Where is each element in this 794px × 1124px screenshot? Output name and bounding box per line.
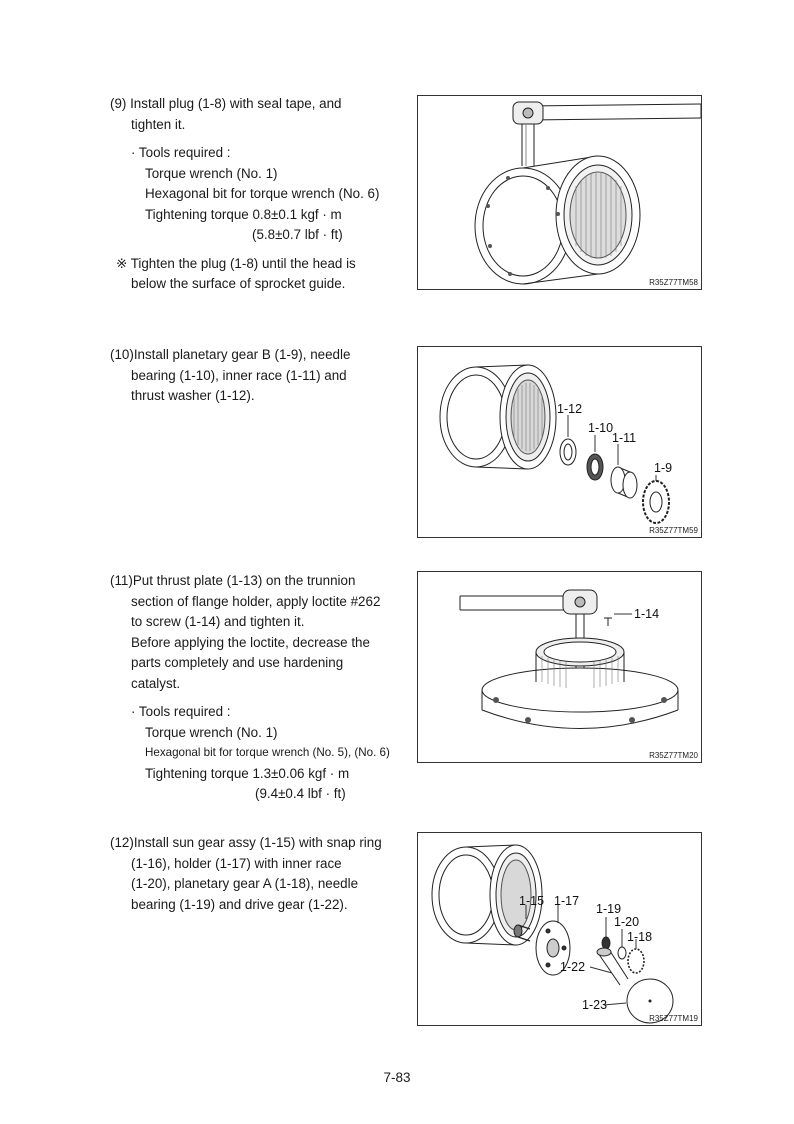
tools-required-heading: · Tools required : [131,704,231,719]
tightening-torque: Tightening torque 1.3±0.06 kgf · m [145,765,350,781]
label-1-15: 1-15 [519,894,545,908]
plug-install-illustration [418,96,701,289]
step-12-line-3: (1-20), planetary gear A (1-18), needle [131,876,359,891]
step-11-line-5: parts completely and use hardening [131,655,344,670]
step-10-line-1: (10)Install planetary gear B (1-9), needle [110,347,351,362]
figure-code: R35Z77TM20 [649,751,698,760]
tool-hex-bit: Hexagonal bit for torque wrench (No. 6) [145,186,380,201]
label-1-19: 1-19 [596,902,622,916]
step-12-line-4: bearing (1-19) and drive gear (1-22). [131,896,348,912]
step-11-line-6: catalyst. [131,675,181,691]
figure-plug-install [417,95,702,290]
label-1-23: 1-23 [582,998,608,1012]
tightening-torque: Tightening torque 0.8±0.1 kgf · m [145,206,342,222]
label-1-14: 1-14 [634,607,660,621]
figure-code: R35Z77TM59 [649,526,698,535]
step-9-note-line-2: below the surface of sprocket guide. [131,276,346,291]
figure-code: R35Z77TM19 [649,1014,698,1023]
tightening-torque-imperial: (9.4±0.4 lbf · ft) [255,786,346,801]
thrust-plate-illustration [418,572,701,762]
label-1-20: 1-20 [614,915,640,929]
figure-planetary-gear-b [417,346,702,538]
label-1-18: 1-18 [627,930,653,944]
tool-torque-wrench: Torque wrench (No. 1) [145,724,278,740]
tools-required-heading: · Tools required : [131,145,231,160]
tightening-torque-imperial: (5.8±0.7 lbf · ft) [252,227,343,242]
label-1-9: 1-9 [654,461,673,475]
step-11-text [110,571,390,805]
step-9-text [110,94,380,295]
step-10-text [110,345,380,407]
planetary-gear-b-illustration [418,347,701,537]
figure-sun-gear-assy [417,832,702,1026]
step-9-line-2: tighten it. [131,116,186,132]
tool-torque-wrench: Torque wrench (No. 1) [145,165,278,181]
label-1-22: 1-22 [560,960,586,974]
label-1-10: 1-10 [588,421,614,435]
label-1-12: 1-12 [557,402,583,416]
step-9-line-1: (9) Install plug (1-8) with seal tape, and [110,96,342,111]
label-1-17: 1-17 [554,894,580,908]
step-11-line-4: Before applying the loctite, decrease the [131,634,370,650]
sun-gear-assy-illustration [418,833,701,1025]
step-11-line-1: (11)Put thrust plate (1-13) on the trunnion [110,573,356,588]
page-number: 7-83 [383,1070,411,1085]
step-12-line-1: (12)Install sun gear assy (1-15) with snap ring [110,835,382,850]
step-11-line-2: section of flange holder, apply loctite #262 [131,593,381,609]
step-10-line-2: bearing (1-10), inner race (1-11) and [131,367,347,383]
step-11-line-3: to screw (1-14) and tighten it. [131,614,305,629]
figure-thrust-plate [417,571,702,763]
figure-code: R35Z77TM58 [649,278,698,287]
tool-hex-bit: Hexagonal bit for torque wrench (No. 5), (No. 6) [145,746,390,759]
step-12-line-2: (1-16), holder (1-17) with inner race [131,855,342,871]
step-9-note: ※ Tighten the plug (1-8) until the head is [116,255,356,271]
step-12-text [110,833,380,915]
label-1-11: 1-11 [612,431,637,445]
step-10-line-3: thrust washer (1-12). [131,388,255,403]
